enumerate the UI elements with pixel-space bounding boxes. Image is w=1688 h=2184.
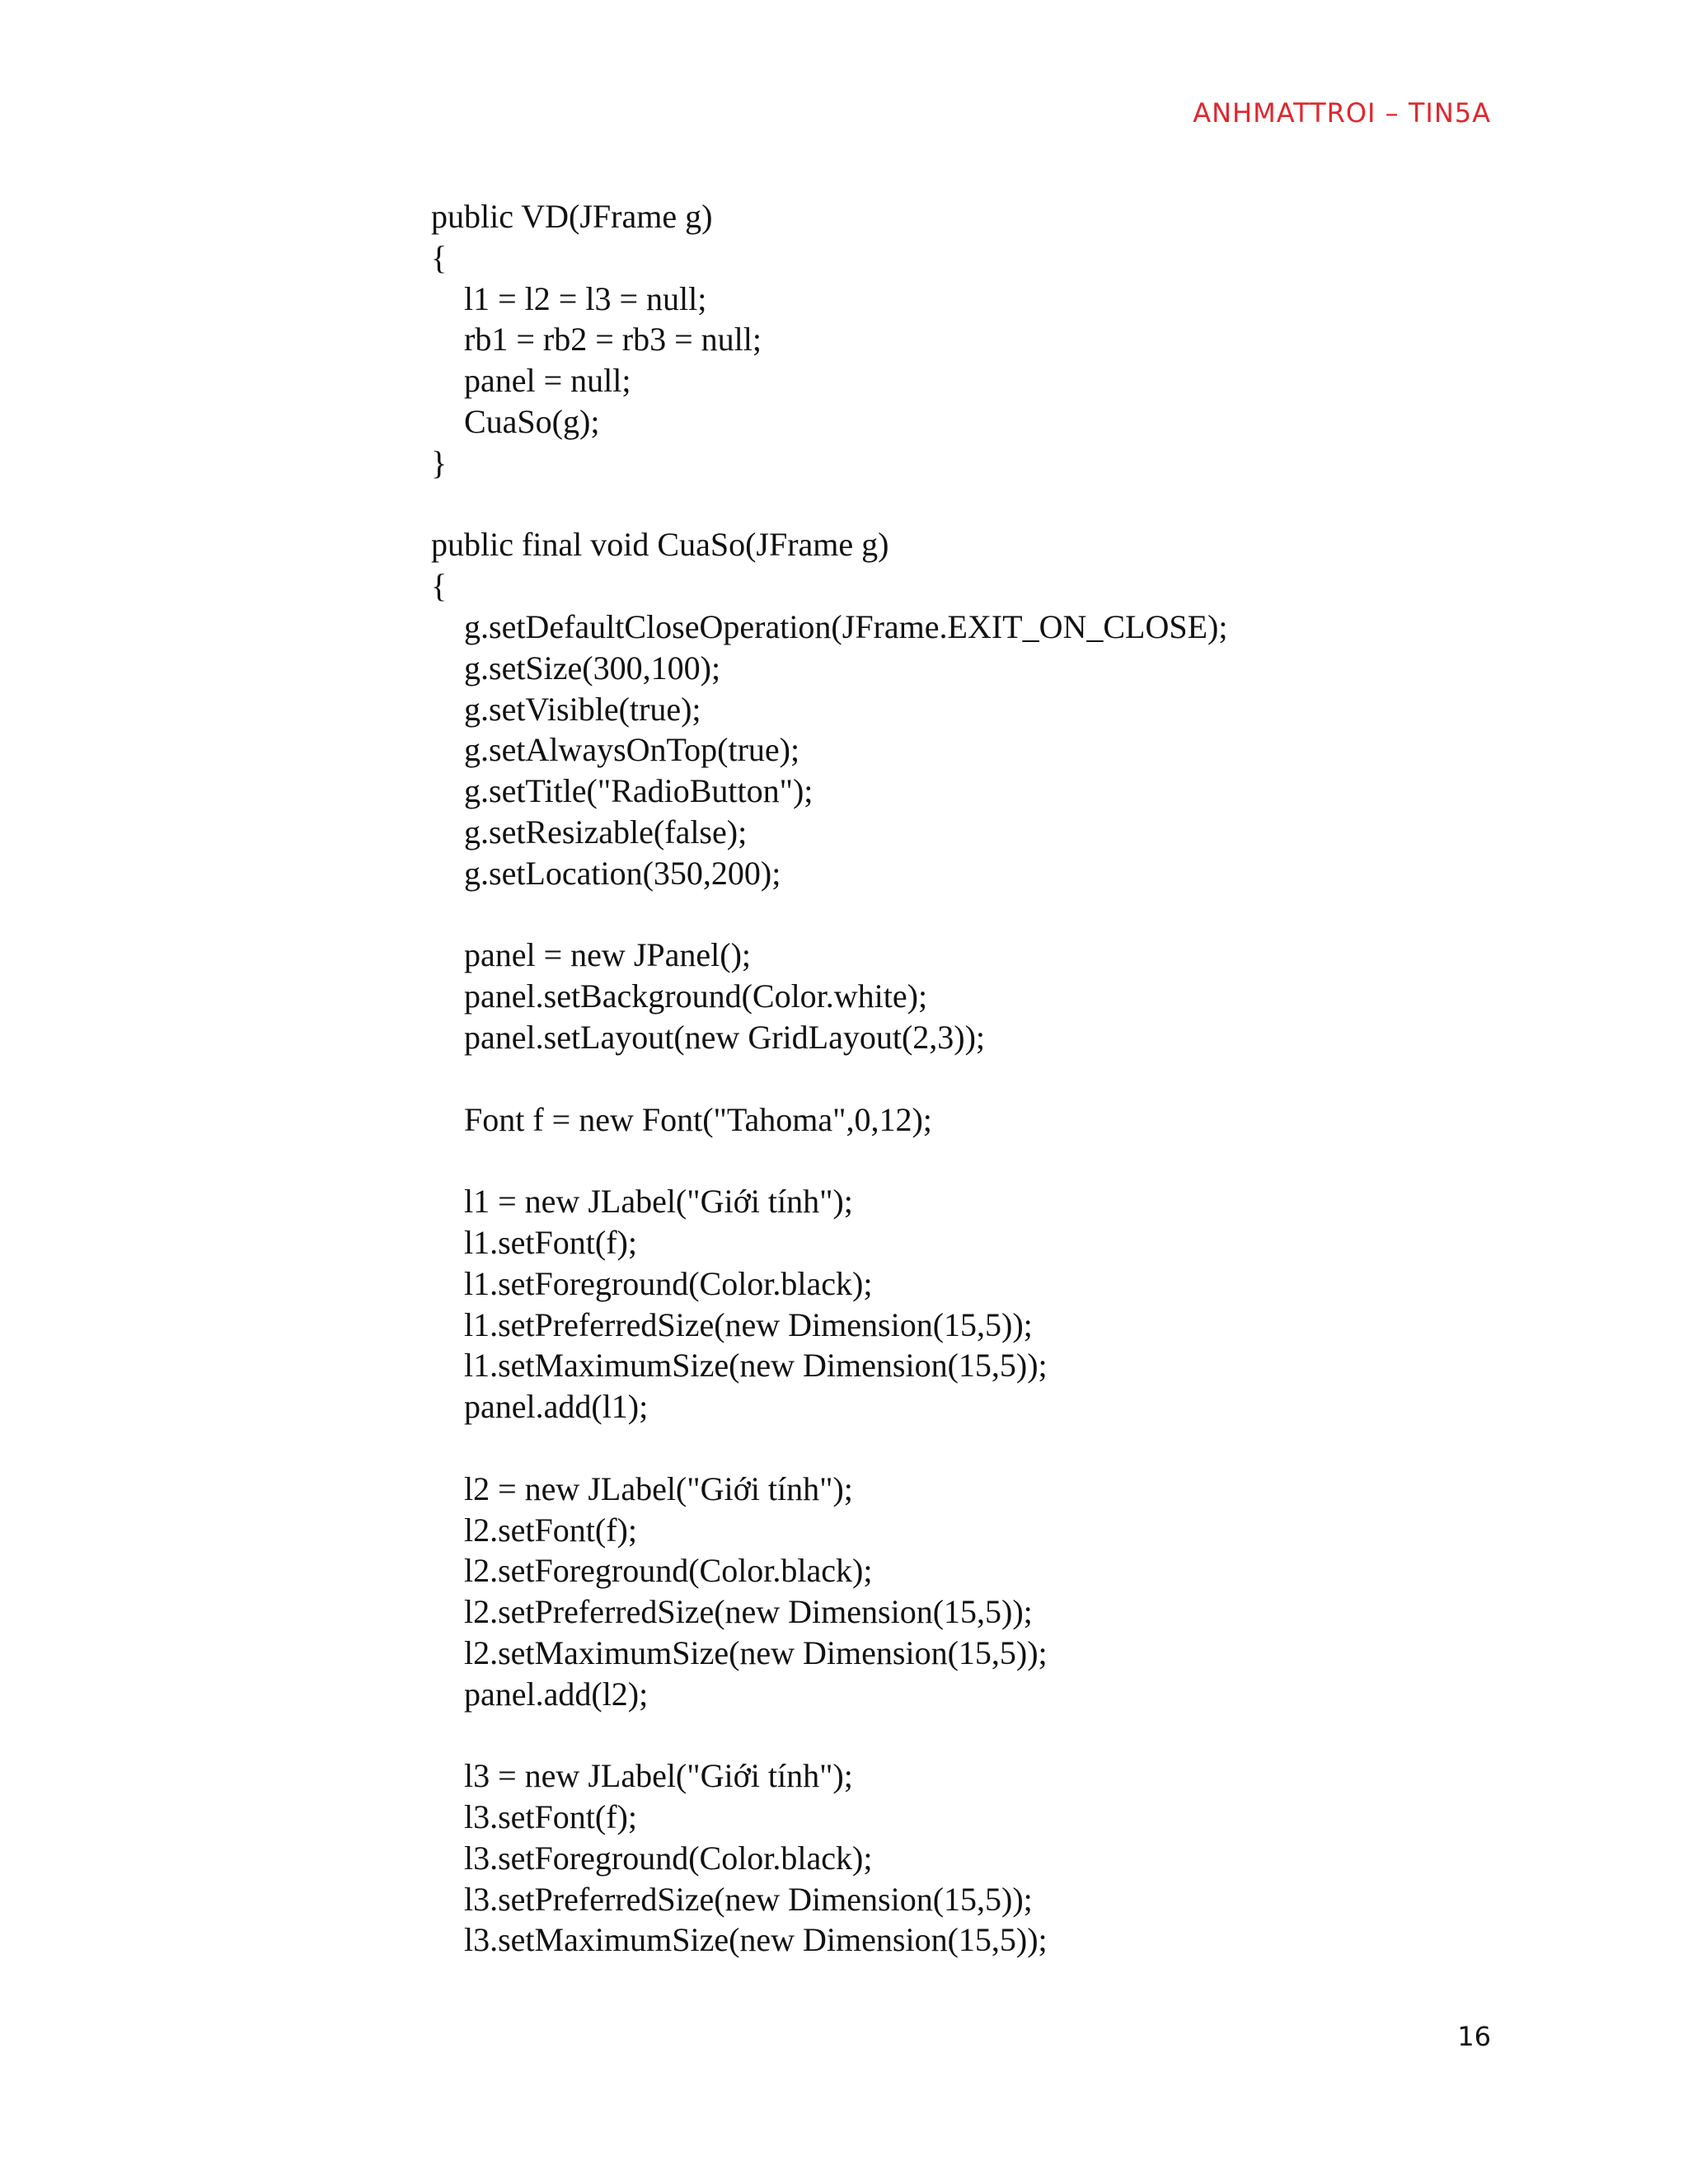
code-line: g.setDefaultCloseOperation(JFrame.EXIT_ON_CLOSE); [464, 607, 1228, 645]
page-number: 16 [1457, 2021, 1491, 2052]
code-line: } [431, 443, 448, 481]
code-line: l2 = new JLabel("Giới tính"); [464, 1469, 853, 1507]
code-listing [431, 196, 1585, 1961]
code-blank-line [431, 1427, 1585, 1469]
code-line: CuaSo(g); [464, 402, 600, 440]
code-line: l3.setMaximumSize(new Dimension(15,5)); [464, 1921, 1048, 1959]
code-line: g.setVisible(true); [464, 690, 701, 728]
code-line: g.setAlwaysOnTop(true); [464, 731, 800, 769]
code-blank-line [431, 1714, 1585, 1755]
code-blank-line [431, 484, 1585, 525]
code-line: g.setLocation(350,200); [464, 854, 781, 892]
code-line: l3.setForeground(Color.black); [464, 1839, 873, 1877]
code-line: public VD(JFrame g) [431, 198, 713, 235]
code-line: l1 = new JLabel("Giới tính"); [464, 1183, 853, 1221]
code-line: l1.setFont(f); [464, 1223, 637, 1261]
code-line: l3 = new JLabel("Giới tính"); [464, 1757, 853, 1795]
code-blank-line [431, 1058, 1585, 1099]
code-blank-line [431, 894, 1585, 935]
code-line: l1.setMaximumSize(new Dimension(15,5)); [464, 1347, 1048, 1385]
code-line: l1.setForeground(Color.black); [464, 1264, 873, 1302]
code-line: rb1 = rb2 = rb3 = null; [464, 321, 762, 359]
code-line: l2.setFont(f); [464, 1511, 637, 1549]
code-line: panel.add(l2); [464, 1675, 649, 1713]
code-line: Font f = new Font("Tahoma",0,12); [464, 1100, 932, 1138]
code-line: g.setSize(300,100); [464, 649, 721, 687]
code-line: { [431, 567, 448, 605]
code-line: l3.setFont(f); [464, 1798, 637, 1836]
code-line: public final void CuaSo(JFrame g) [431, 526, 889, 564]
code-line: panel.setBackground(Color.white); [464, 977, 928, 1015]
running-header: ANHMATTROI – TIN5A [1193, 97, 1491, 129]
code-line: l1.setPreferredSize(new Dimension(15,5)); [464, 1305, 1033, 1343]
code-line: panel = null; [464, 362, 631, 400]
code-line: g.setResizable(false); [464, 813, 748, 851]
code-line: panel.add(l1); [464, 1388, 649, 1426]
code-line: l2.setPreferredSize(new Dimension(15,5)); [464, 1593, 1033, 1631]
code-line: g.setTitle("RadioButton"); [464, 772, 814, 810]
code-line: l3.setPreferredSize(new Dimension(15,5)); [464, 1880, 1033, 1918]
code-line: l1 = l2 = l3 = null; [464, 279, 707, 317]
code-line: l2.setMaximumSize(new Dimension(15,5)); [464, 1633, 1048, 1671]
code-line: panel.setLayout(new GridLayout(2,3)); [464, 1018, 986, 1056]
code-blank-line [431, 1140, 1585, 1181]
code-line: l2.setForeground(Color.black); [464, 1552, 873, 1590]
code-line: { [431, 238, 448, 276]
code-line: panel = new JPanel(); [464, 936, 752, 974]
